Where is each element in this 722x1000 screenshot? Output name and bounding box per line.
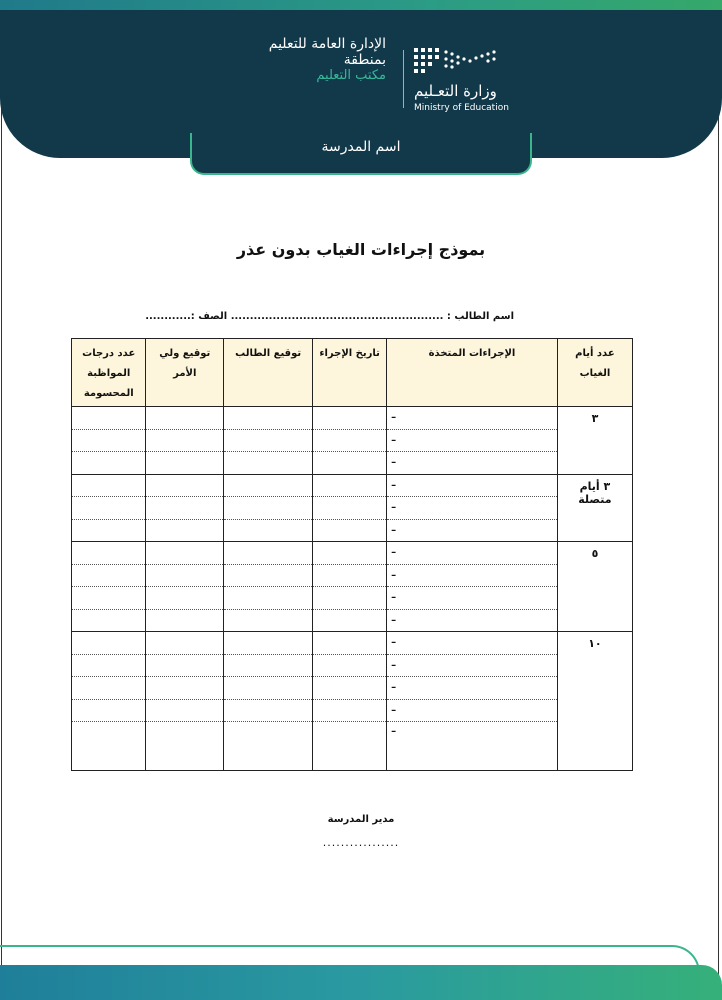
admin-line-general: الإدارة العامة للتعليم <box>268 36 386 52</box>
header-stripe <box>0 0 722 10</box>
student-sign-cell <box>224 654 313 677</box>
school-name-label: اسم المدرسة <box>321 139 401 155</box>
action-cell: – <box>387 587 558 610</box>
footer-band <box>0 945 722 1000</box>
date-cell <box>313 722 387 771</box>
student-info-line: اسم الطالب : ........................................................ الصف :............ <box>145 311 514 322</box>
guardian-sign-cell <box>146 609 224 632</box>
student-sign-cell <box>224 497 313 520</box>
table-row <box>72 609 633 632</box>
absence-actions-table <box>71 338 633 771</box>
student-sign-cell <box>224 519 313 542</box>
guardian-sign-cell <box>146 722 224 771</box>
principal-signature-line: ................. <box>322 836 400 849</box>
student-sign-cell <box>224 429 313 452</box>
grades-cell <box>72 519 146 542</box>
guardian-sign-cell <box>146 407 224 430</box>
action-cell: – <box>387 632 558 655</box>
table-row <box>72 699 633 722</box>
grades-cell <box>72 452 146 475</box>
table-row <box>72 654 633 677</box>
footer-gradient <box>0 965 722 1000</box>
grades-cell <box>72 474 146 497</box>
header-actions-taken: الإجراءات المتخذة <box>387 339 558 407</box>
guardian-sign-cell <box>146 497 224 520</box>
grades-cell <box>72 699 146 722</box>
grades-cell <box>72 564 146 587</box>
form-title: بموذج إجراءات الغياب بدون عذر <box>236 240 486 259</box>
action-cell: – <box>387 519 558 542</box>
date-cell <box>313 497 387 520</box>
table-row <box>72 407 633 430</box>
student-sign-cell <box>224 452 313 475</box>
grades-cell <box>72 587 146 610</box>
date-cell <box>313 474 387 497</box>
action-cell: – <box>387 474 558 497</box>
ministry-logo-icon <box>414 46 502 78</box>
grades-cell <box>72 542 146 565</box>
student-sign-cell <box>224 632 313 655</box>
ministry-name-english: Ministry of Education <box>414 103 509 113</box>
date-cell <box>313 677 387 700</box>
date-cell <box>313 564 387 587</box>
table-row <box>72 722 633 771</box>
header-student-signature: توقيع الطالب <box>224 339 313 407</box>
school-name-box <box>190 133 532 175</box>
guardian-sign-cell <box>146 587 224 610</box>
guardian-sign-cell <box>146 677 224 700</box>
guardian-sign-cell <box>146 474 224 497</box>
ministry-name-arabic: وزارة التعـليم <box>414 82 497 100</box>
student-sign-cell <box>224 587 313 610</box>
student-sign-cell <box>224 407 313 430</box>
student-sign-cell <box>224 609 313 632</box>
grades-cell <box>72 654 146 677</box>
action-cell: – <box>387 407 558 430</box>
header-absence-days: عدد أيام الغياب <box>557 339 632 407</box>
student-sign-cell <box>224 564 313 587</box>
date-cell <box>313 654 387 677</box>
student-sign-cell <box>224 474 313 497</box>
header-deducted-grades: عدد درجات المواظبة المحسومة <box>72 339 146 407</box>
grades-cell <box>72 677 146 700</box>
absence-days-cell: ٣ <box>557 407 632 475</box>
guardian-sign-cell <box>146 654 224 677</box>
date-cell <box>313 542 387 565</box>
action-cell: – <box>387 654 558 677</box>
action-cell: – <box>387 722 558 771</box>
absence-days-cell: ١٠ <box>557 632 632 771</box>
action-cell: – <box>387 452 558 475</box>
action-cell: – <box>387 699 558 722</box>
table-row <box>72 429 633 452</box>
student-sign-cell <box>224 722 313 771</box>
action-cell: – <box>387 497 558 520</box>
date-cell <box>313 452 387 475</box>
date-cell <box>313 587 387 610</box>
grades-cell <box>72 429 146 452</box>
action-cell: – <box>387 429 558 452</box>
grades-cell <box>72 632 146 655</box>
grades-cell <box>72 497 146 520</box>
admin-line-office: مكتب التعليم <box>316 68 386 83</box>
date-cell <box>313 407 387 430</box>
guardian-sign-cell <box>146 564 224 587</box>
date-cell <box>313 429 387 452</box>
guardian-sign-cell <box>146 632 224 655</box>
logo-divider <box>403 50 404 108</box>
table-row <box>72 542 633 565</box>
table-header-row <box>72 339 633 407</box>
date-cell <box>313 699 387 722</box>
action-cell: – <box>387 564 558 587</box>
grades-cell <box>72 407 146 430</box>
action-cell: – <box>387 677 558 700</box>
table-row <box>72 474 633 497</box>
student-sign-cell <box>224 699 313 722</box>
guardian-sign-cell <box>146 542 224 565</box>
absence-days-cell: ٣ أيام متصلة <box>557 474 632 542</box>
header-action-date: تاريخ الإجراء <box>313 339 387 407</box>
table-row <box>72 677 633 700</box>
guardian-sign-cell <box>146 429 224 452</box>
guardian-sign-cell <box>146 452 224 475</box>
student-sign-cell <box>224 677 313 700</box>
date-cell <box>313 632 387 655</box>
date-cell <box>313 609 387 632</box>
table-row <box>72 632 633 655</box>
absence-days-cell: ٥ <box>557 542 632 632</box>
table-row <box>72 587 633 610</box>
admin-line-region: بمنطقة <box>343 52 386 68</box>
action-cell: – <box>387 542 558 565</box>
principal-label: مدير المدرسة <box>327 814 395 825</box>
action-cell: – <box>387 609 558 632</box>
table-row <box>72 497 633 520</box>
guardian-sign-cell <box>146 519 224 542</box>
table-row <box>72 564 633 587</box>
guardian-sign-cell <box>146 699 224 722</box>
grades-cell <box>72 609 146 632</box>
header-guardian-signature: توقيع ولي الأمر <box>146 339 224 407</box>
table-row <box>72 452 633 475</box>
date-cell <box>313 519 387 542</box>
grades-cell <box>72 722 146 771</box>
student-sign-cell <box>224 542 313 565</box>
table-row <box>72 519 633 542</box>
